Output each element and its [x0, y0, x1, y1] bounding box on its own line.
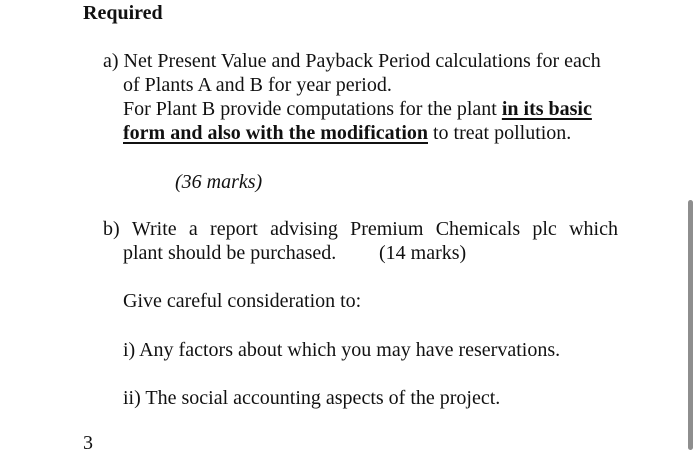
- part-b-line-1: [103, 217, 618, 241]
- part-b-word: which: [569, 218, 618, 240]
- part-a-line-4-text: to treat pollution.: [433, 122, 572, 144]
- part-b-item-1: i) Any factors about which you may have reservations.: [123, 339, 561, 361]
- part-b-word: b): [103, 218, 120, 240]
- part-a-emphasis-1: in its basic: [501, 98, 592, 120]
- part-b-word: Premium: [350, 218, 424, 240]
- part-b-word: Chemicals: [435, 218, 521, 240]
- part-b-item-2: ii) The social accounting aspects of the project.: [123, 387, 501, 409]
- part-a-line-1: a) Net Present Value and Payback Period calculations for each: [103, 50, 601, 72]
- vertical-scrollbar[interactable]: [688, 200, 693, 450]
- part-b-marks: (14 marks): [379, 242, 467, 264]
- part-a-marks: (36 marks): [175, 171, 263, 193]
- part-a-line-3-text: For Plant B provide computations for the plant: [123, 98, 497, 120]
- part-a-line-2: of Plants A and B for year period.: [123, 74, 392, 96]
- part-b-word: Write: [131, 218, 177, 240]
- part-b-consider: Give careful consideration to:: [123, 290, 362, 312]
- part-a-line-3: [123, 97, 592, 121]
- part-b-word: a: [188, 218, 198, 240]
- part-b-line-2: plant should be purchased.: [123, 242, 337, 264]
- part-b-word: advising: [270, 218, 338, 240]
- part-a-line-4: [123, 121, 571, 145]
- part-b-word: report: [210, 218, 258, 240]
- part-a-emphasis-2: form and also with the modification: [123, 122, 428, 144]
- page-number: 3: [83, 432, 93, 454]
- section-heading: Required: [83, 2, 163, 24]
- part-b-word: plc: [532, 218, 557, 240]
